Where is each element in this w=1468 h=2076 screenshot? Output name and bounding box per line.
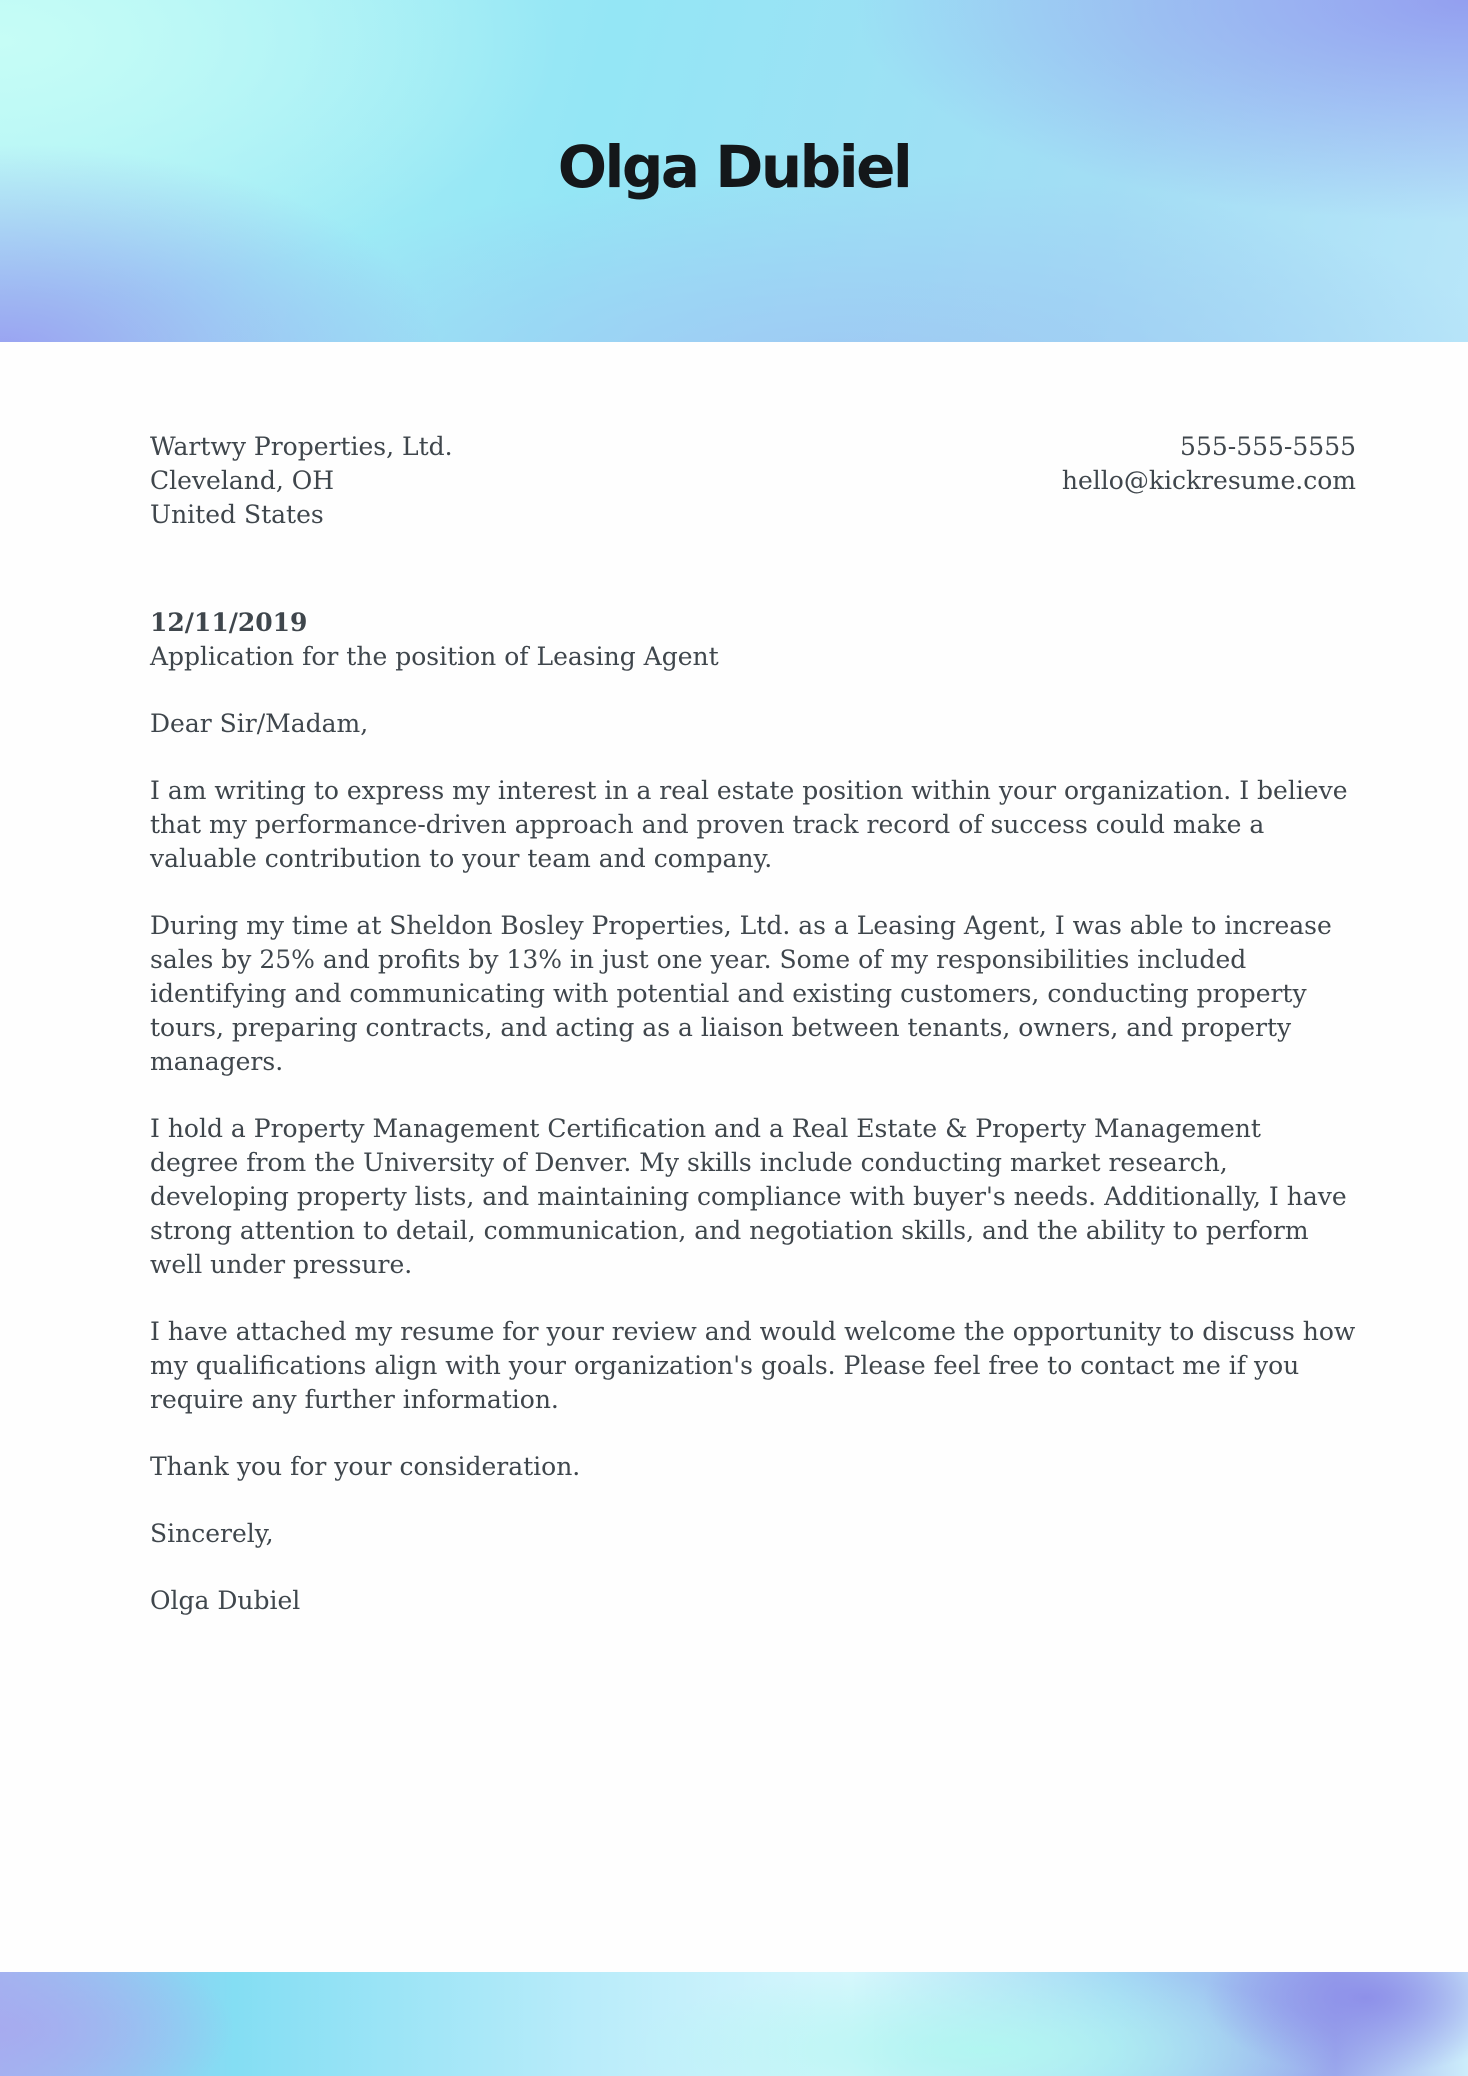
- sender-contact: [1062, 430, 1356, 498]
- email-address: hello@kickresume.com: [1061, 466, 1356, 495]
- phone-number: 555-555-5555: [1180, 432, 1356, 461]
- closing: Sincerely,: [150, 1519, 274, 1548]
- header-band: [0, 0, 1468, 342]
- address-contact-row: [150, 430, 1356, 532]
- letter-subject: Application for the position of Leasing Agent: [150, 642, 719, 671]
- recipient-country: United States: [150, 500, 324, 529]
- recipient-city: Cleveland, OH: [150, 466, 335, 495]
- letter-paragraph: During my time at Sheldon Bosley Properties, Ltd. as a Leasing Agent, I was able to increase sales by 25% and profits by 13% in just one year. Some of my responsibilities included identifying and communicating with potential and existing customers, conducting property tours, preparing contracts, and acting as a liaison between tenants, owners, and property managers.: [150, 911, 1332, 1076]
- recipient-company: Wartwy Properties, Ltd.: [150, 432, 453, 461]
- salutation: Dear Sir/Madam,: [150, 709, 369, 738]
- letter-paragraph: I hold a Property Management Certification and a Real Estate & Property Management degree from the University of Denver. My skills include conducting market research, developing property lists, and maintaining compliance with buyer's needs. Additionally, I have strong attention to detail, communication, and negotiation skills, and the ability to perform well under pressure.: [150, 1114, 1347, 1279]
- letter-body: [0, 342, 1468, 1618]
- letter-paragraph: I am writing to express my interest in a real estate position within your organization. I believe that my performance-driven approach and proven track record of success could make a valuable contribution to your team and company.: [150, 776, 1348, 873]
- date-subject-block: [150, 606, 1356, 674]
- footer-band: [0, 1972, 1468, 2076]
- letter-paragraph: Thank you for your consideration.: [150, 1452, 581, 1481]
- signature-name: Olga Dubiel: [150, 1586, 301, 1615]
- recipient-address: [150, 430, 453, 532]
- letter-paragraph: I have attached my resume for your review and would welcome the opportunity to discuss how my qualifications align with your organization's goals. Please feel free to contact me if you require any further information.: [150, 1317, 1356, 1414]
- person-name: Olga Dubiel: [557, 133, 911, 201]
- letter-date: 12/11/2019: [150, 608, 308, 637]
